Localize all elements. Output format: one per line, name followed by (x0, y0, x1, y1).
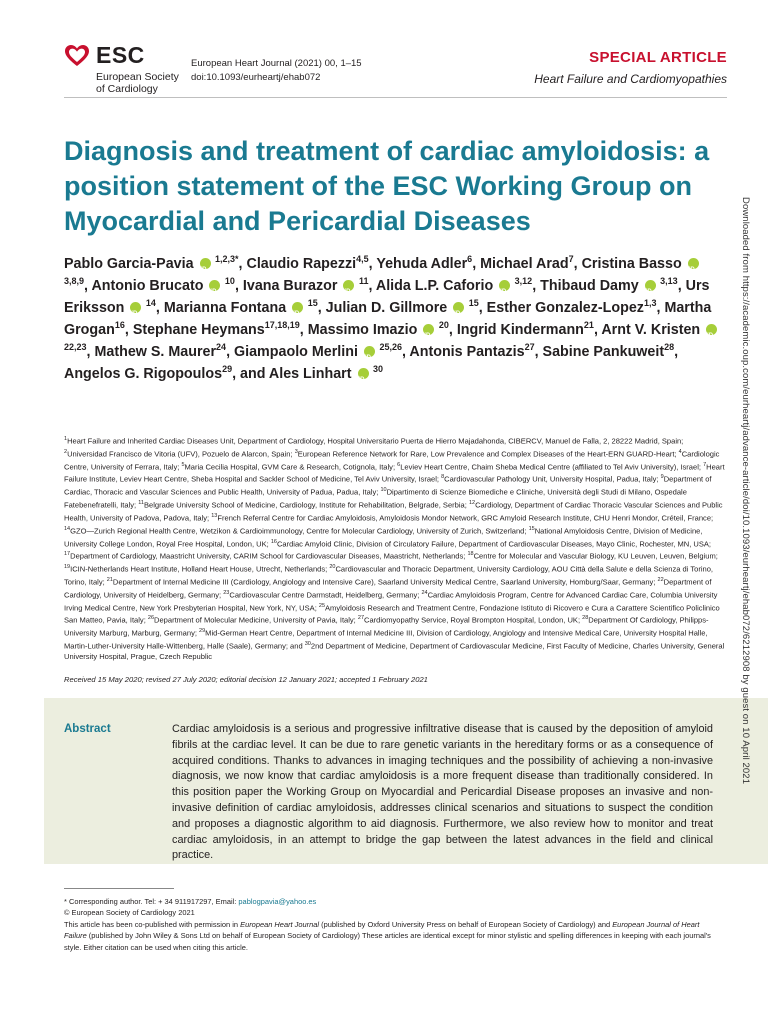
affiliation-number: 26 (147, 615, 155, 622)
footnote-divider (64, 888, 174, 889)
author-name: Antonis Pantazis (409, 344, 525, 360)
author-affiliation-marker: 27 (524, 342, 535, 353)
affiliation-number: 8 (441, 474, 445, 481)
affiliation-number: 1 (64, 436, 68, 442)
author-affiliation-marker: 3,13 (657, 276, 678, 287)
article-section: Heart Failure and Cardiomyopathies (534, 72, 727, 86)
article-title: Diagnosis and treatment of cardiac amyloidosis: a position statement of the ESC Working Group on Myocardial and Pericardial Diseases (64, 136, 710, 236)
affiliation-number: 17 (64, 551, 71, 558)
affiliation-number: 27 (357, 615, 365, 622)
affiliation-text: European Reference Network for Rare, Low Prevalence and Complex Diseases of the Heart-ERN GUARD-Heart; (297, 449, 679, 459)
affiliation-text: Cardiac Amyloid Clinic, Division of Circulatory Failure, Department of Cardiovascular Diseases, Mayo Clinic, Rochester, MN, USA; (276, 539, 712, 549)
author-affiliation-marker: 3,8,9 (64, 276, 85, 287)
affiliation-number: 25 (318, 602, 326, 609)
journal-line: European Heart Journal (2021) 00, 1–15 (191, 58, 362, 69)
author-name: Angelos G. Rigopoulos (64, 366, 223, 382)
email-link[interactable]: pablogpavia@yahoo.es (238, 897, 317, 906)
affiliation-number: 15 (528, 525, 535, 532)
affiliation-number: 22 (657, 576, 664, 583)
orcid-icon[interactable] (423, 324, 434, 335)
orcid-icon[interactable] (706, 324, 717, 335)
author-name: Esther Gonzalez-Lopez (486, 300, 644, 316)
affiliation-number: 16 (270, 538, 277, 545)
orcid-icon[interactable] (453, 302, 464, 313)
copyright: © European Society of Cardiology 2021 (64, 908, 195, 918)
author-name: Claudio Rapezzi (246, 256, 357, 272)
orcid-icon[interactable] (209, 280, 220, 291)
affiliation-text: Department of Cardiology, Maastricht University, CARIM School for Cardiovascular Diseases, Maastricht, Netherlands; (70, 551, 468, 561)
abstract-label: Abstract (64, 723, 111, 735)
author-affiliation-marker: 1,2,3* (212, 254, 239, 265)
orcid-icon[interactable] (358, 368, 369, 379)
esc-logo-subtitle: European Society of Cardiology (96, 71, 179, 95)
author-name: Marianna Fontana (163, 300, 287, 316)
author-name: Stephane Heymans (132, 322, 265, 338)
orcid-icon[interactable] (200, 258, 211, 269)
affiliation-text: National Amyloidosis Centre, Division of Medicine, University College London, Royal Free Hospital, London, UK; (64, 526, 703, 549)
author-name: Martha Grogan (64, 300, 712, 338)
orcid-icon[interactable] (130, 302, 141, 313)
affiliation-text: Universidad Francisco de Vitoria (UFV), Pozuelo de Alarcon, Spain; (67, 449, 295, 459)
orcid-icon[interactable] (364, 346, 375, 357)
affiliation-number: 28 (582, 615, 589, 622)
author-name: Arnt V. Kristen (601, 322, 701, 338)
affiliation-number: 7 (703, 461, 707, 468)
affiliation-text: Dipartimento di Scienze Biomediche e Cliniche, Università degli Studi di Milano, Ospedale Fatebenefratelli, Italy; (64, 487, 687, 510)
affiliation-number: 9 (660, 474, 664, 481)
affiliation-text: Cardiovascular and Thoracic Department, University Cardiology, AOU Città della Salute e della Scienza di Torino, Torino, Italy; (64, 564, 714, 587)
received-dates: Received 15 May 2020; revised 27 July 2020; editorial decision 12 January 2021; accepted 1 February 2021 (64, 675, 428, 684)
affiliation-text: Cardiology, Department of Cardiac Thoracic Vascular Sciences and Public Health, University of Padova, Padova, Italy; (64, 500, 723, 523)
journal-citation (191, 57, 362, 85)
author-name: Ales Linhart (268, 366, 352, 382)
affiliation-number: 24 (421, 589, 428, 596)
author-name: Sabine Pankuweit (542, 344, 665, 360)
affiliation-text: Amyloidosis Research and Treatment Centre, Fondazione Istituto di Ricovero e Cura a Carattere Scientifico Policlinico San Matteo, Pavia, Italy; (64, 603, 720, 625)
author-name: Ivana Burazor (242, 278, 338, 294)
esc-logo-text: ESC (96, 42, 145, 68)
affiliation-number: 4 (678, 448, 682, 455)
author-name: Michael Arad (480, 256, 569, 272)
download-note: Downloaded from https://academic.oup.com/eurheartj/advance-article/doi/10.1093/eurheartj/ehab072/6212908 by guest on 10 April 2021 (740, 197, 751, 785)
author-affiliation-marker: 10 (222, 276, 235, 287)
author-affiliation-marker: 29 (222, 364, 233, 375)
affiliation-number: 20 (329, 564, 336, 571)
abstract-text: Cardiac amyloidosis is a serious and progressive infiltrative disease that is caused by the deposition of amyloid fibrils at the cardiac level. It can be due to rare genetic variants in the hereditary forms or as a consequence of acquired conditions. Thanks to advances in imaging techniques and the possibility of achieving a non-invasive diagnosis, we now know that cardiac amyloidosis is a more frequent disease than traditionally considered. In this position paper the Working Group on Myocardial and Pericardial Disease proposes an invasive and non-invasive definition of cardiac amyloidosis, addresses clinical scenarios and situations to suspect the condition and proposes a diagnostic algorithm to aid diagnosis. Furthermore, we also review how to monitor and treat cardiac amyloidosis, in an attempt to bridge the gap between the latest advances in the field and clinical practice. (172, 723, 713, 862)
affiliation-text: Department of Molecular Medicine, University of Pavia, Italy; (154, 615, 358, 625)
affiliation-number: 2 (64, 448, 68, 455)
author-name: Mathew S. Maurer (94, 344, 217, 360)
affiliation-text: Cardiologic Centre, University of Ferrara, Italy; (64, 449, 720, 472)
author-list: Pablo Garcia-Pavia iD $^{1,2,3*}$, Claudio Rapezzi$^{4,5}$, Yehuda Adler$^6$, Michael Arad$^7$, Cristina Basso iD $^{3,8,9}$, Antonio Brucato iD $^{10}$, Ivana Burazor iD $^{11}$, Alida L.P. Caforio iD $^{3,12}$, Thibaud Damy iD $^{3,13}$, Urs Eriksson iD $^{14}$, Marianna Fontana iD $^{15}$, Julian D. Gillmore iD $^{15}$, Esther Gonzalez-Lopez$^{1,3}$, Martha Grogan$^{16}$, Stephane Heymans$^{17,18,19}$, Massimo Imazio iD $^{20}$, Ingrid Kindermann$^{21}$, Arnt V. Kristen iD $^{22,23}$, Mathew S. Maurer$^{24}$, Giampaolo Merlini iD $^{25,26}$, Antonis Pantazis$^{27}$, Sabine Pankuweit$^{28}$, Angelos G. Rigopoulos$^{29}$, and Ales Linhart iD $^{30}$ (64, 253, 724, 385)
affiliation-number: 19 (64, 564, 71, 571)
affiliation-text: ICIN-Netherlands Heart Institute, Holland Heart House, Utrecht, Netherlands; (70, 564, 330, 574)
affiliation-text: Belgrade University School of Medicine, Cardiology, Institute for Rehabilitation, Belgrade, Serbia; (143, 500, 469, 510)
author-affiliation-marker: 4,5 (356, 254, 369, 265)
affiliation-text: Mid-German Heart Centre, Department of Internal Medicine III, Division of Cardiology, Angiology and Intensive Medical Care, University Hospital Halle, Martin-Luther-University Halle-Wittenberg, Halle (Saale), Germany; and (64, 628, 708, 651)
affiliation-text: Department of Internal Medicine III (Cardiology, Angiology and Intensive Care), Saarland University Medical Centre, Saarland University, Homburg/Saar, Germany; (112, 577, 658, 587)
author-affiliation-marker: 30 (370, 364, 384, 375)
corresponding-author: * Corresponding author. Tel: + 34 911917297, Email: pablogpavia@yahoo.es (64, 897, 317, 906)
author-name: Yehuda Adler (376, 256, 468, 272)
author-affiliation-marker: 7 (568, 254, 574, 265)
author-name: Julian D. Gillmore (325, 300, 448, 316)
orcid-icon[interactable] (499, 280, 510, 291)
author-name: Alida L.P. Caforio (375, 278, 494, 294)
orcid-icon[interactable] (645, 280, 656, 291)
author-affiliation-marker: 28 (664, 342, 675, 353)
author-affiliation-marker: 14 (143, 298, 156, 309)
esc-heart-logo-icon (64, 44, 90, 68)
affiliation-number: 13 (211, 512, 218, 519)
affiliation-number: 6 (397, 461, 401, 468)
affiliation-number: 10 (380, 487, 387, 494)
affiliation-text: Maria Cecilia Hospital, GVM Care & Research, Cotignola, Italy; (184, 462, 398, 472)
affiliation-text: Leviev Heart Centre, Chaim Sheba Medical Centre (affiliated to Tel Aviv University), Israel; (400, 462, 704, 472)
author-name: Massimo Imazio (307, 322, 418, 338)
author-name: Ingrid Kindermann (456, 322, 584, 338)
author-affiliation-marker: 15 (466, 298, 479, 309)
author-name: Pablo Garcia-Pavia (64, 256, 194, 272)
author-affiliation-marker: 3,12 (512, 276, 533, 287)
author-name: Cristina Basso (581, 256, 682, 272)
affiliation-number: 23 (223, 589, 230, 596)
affiliation-number: 14 (64, 525, 71, 532)
affiliation-text: Cardiomyopathy Service, Royal Brompton Hospital, London, UK; (364, 615, 583, 625)
affiliation-number: 18 (467, 551, 474, 558)
affiliation-text: 2nd Department of Medicine, Department of Cardiovascular Medicine, First Faculty of Medicine, Charles University, General University Hospital, Prague, Czech Republic (64, 641, 725, 661)
affiliation-number: 12 (468, 500, 476, 507)
orcid-icon[interactable] (292, 302, 303, 313)
author-affiliation-marker: 21 (583, 320, 594, 331)
orcid-icon[interactable] (688, 258, 699, 269)
affiliation-number: 5 (181, 461, 185, 468)
author-affiliation-marker: 25,26 (376, 342, 402, 353)
author-affiliation-marker: 6 (467, 254, 473, 265)
affiliation-text: Department of Cardiology, University of Heidelberg, Germany; (64, 577, 712, 600)
author-affiliation-marker: 15 (305, 298, 318, 309)
author-affiliation-marker: 11 (356, 276, 369, 287)
author-conjunction: and (240, 366, 269, 382)
author-name: Urs Eriksson (64, 278, 710, 316)
affiliation-text: Cardiovascular Centre Darmstadt, Heidelberg, Germany; (229, 590, 422, 600)
affiliation-number: 11 (138, 500, 144, 507)
affiliation-text: Department of Cardiac, Thoracic and Vascular Sciences and Public Health, University of Padua, Padua, Italy; (64, 474, 712, 497)
affiliation-text: Cardiac Amyloidosis Program, Centre for Advanced Cardiac Care, Columbia University Irving Medical Centre, New York Presbyterian Hospital, New York, NY, USA; (64, 590, 718, 613)
affiliation-number: 3 (294, 448, 298, 455)
author-name: Thibaud Damy (540, 278, 639, 294)
download-watermark (733, 197, 757, 987)
author-affiliation-marker: 16 (114, 320, 125, 331)
affiliation-text: Centre for Molecular and Vascular Biology, KU Leuven, Leuven, Belgium; (473, 551, 718, 561)
author-affiliation-marker: 20 (436, 320, 449, 331)
author-affiliation-marker: 1,3 (643, 298, 657, 309)
affiliation-text: Department Of Cardiology, Philipps-University Marburg, Marburg, Germany; (64, 615, 709, 638)
author-name: Antonio Brucato (91, 278, 204, 294)
footnotes (64, 896, 724, 953)
author-name: Giampaolo Merlini (234, 344, 358, 360)
author-affiliation-marker: 17,18,19 (264, 320, 300, 331)
affiliations (64, 434, 726, 662)
author-affiliation-marker: 22,23 (64, 342, 87, 353)
orcid-icon[interactable] (343, 280, 354, 291)
affiliation-text: GZO—Zurich Regional Health Centre, Wetzikon & Cardioimmunology, Centre for Molecular Cardiology, University of Zurich, Switzerland; (70, 526, 529, 536)
affiliation-text: French Referral Centre for Cardiac Amyloidosis, Amyloidosis Mondor Network, GRC Amyloid Research Institute, CHU Henri Mondor, Créteil, France; (217, 513, 714, 523)
doi-link[interactable]: doi:10.1093/eurheartj/ehab072 (191, 72, 321, 83)
header-divider (64, 97, 727, 98)
copublication-note: This article has been co-published with permission in European Heart Journal (published by Oxford University Press on behalf of European Society of Cardiology) and European Journal of Heart Failure (published by John Wiley & Sons Ltd on behalf of European Society of Cardiology) These articles are identical except for minor stylistic and spelling differences in keeping with each journal's style. Either citation can be used when citing this article. (64, 919, 711, 952)
affiliation-text: Heart Failure Institute, Leviev Heart Centre, Sheba Hospital and Sackler School of Medicine, Tel Aviv University, Israel; (64, 462, 725, 484)
affiliation-text: Heart Failure and Inherited Cardiac Diseases Unit, Department of Cardiology, Hospital Universitario Puerta de Hierro Majadahonda, CIBERCV, Manuel de Falla, 2, 28222 Madrid, Spain; (67, 436, 684, 446)
author-affiliation-marker: 24 (216, 342, 227, 353)
affiliation-number: 29 (199, 628, 206, 635)
article-type: SPECIAL ARTICLE (589, 49, 727, 66)
affiliation-number: 21 (106, 576, 113, 583)
affiliation-number: 30 (304, 641, 311, 647)
affiliation-text: Cardiovascular Pathology Unit, University Hospital, Padua, Italy; (444, 474, 661, 484)
